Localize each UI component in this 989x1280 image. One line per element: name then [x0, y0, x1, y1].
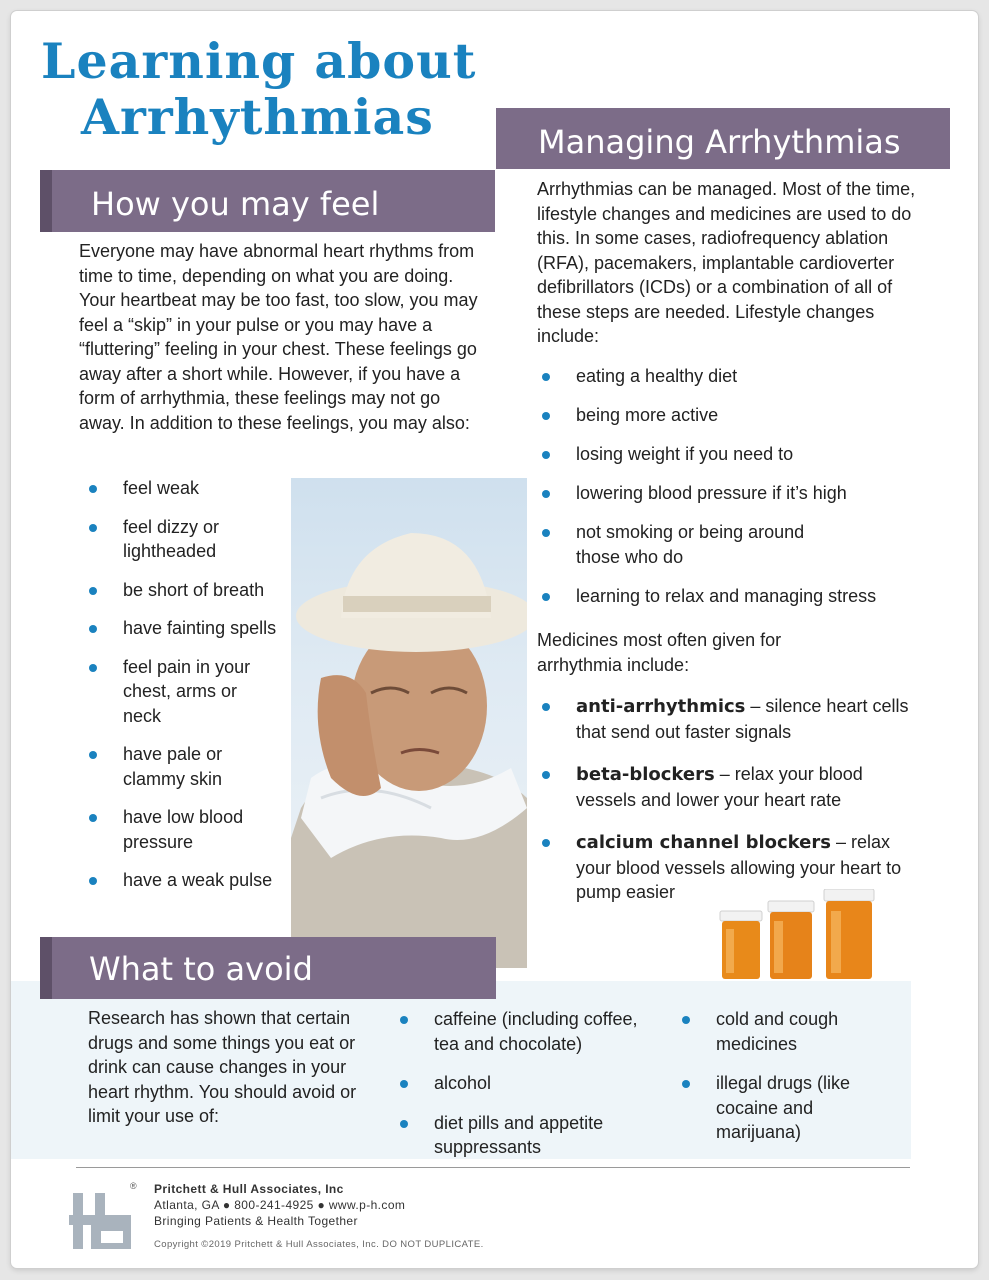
managing-heading-band — [496, 108, 950, 169]
list-item: have a weak pulse — [86, 868, 296, 893]
ph-logo-icon — [69, 1185, 139, 1251]
bullet-dot-icon — [89, 587, 97, 595]
footer-company: Pritchett & Hull Associates, Inc — [154, 1182, 344, 1196]
pill-bottles-illustration — [716, 889, 891, 981]
page-title — [41, 33, 476, 145]
bullet-dot-icon — [89, 664, 97, 672]
feel-heading: How you may feel — [91, 185, 380, 223]
list-item: have fainting spells — [86, 616, 296, 641]
patient-photo — [291, 478, 527, 968]
registered-mark: ® — [130, 1181, 137, 1191]
list-item: losing weight if you need to — [539, 442, 919, 467]
list-item: have low blood pressure — [86, 805, 263, 854]
list-item: calcium channel blockers – relax your blood vessels allowing your heart to pump easier — [539, 830, 914, 905]
handout-page — [11, 11, 978, 1268]
bullet-dot-icon — [542, 373, 550, 381]
medicine-term: calcium channel blockers — [576, 832, 831, 853]
title-line-1: Learning about — [41, 32, 477, 90]
avoid-intro: Research has shown that certain drugs and some things you eat or drink can cause changes in your heart rhythm. You should avoid or limit your use of: — [88, 1008, 357, 1126]
list-item: illegal drugs (like cocaine and marijuana) — [679, 1071, 866, 1145]
list-item: cold and cough medicines — [679, 1007, 859, 1056]
footer-tagline: Bringing Patients & Health Together — [154, 1214, 358, 1228]
list-item: feel pain in your chest, arms or neck — [86, 655, 273, 729]
bullet-dot-icon — [542, 703, 550, 711]
footer-copyright: Copyright ©2019 Pritchett & Hull Associates, Inc. DO NOT DUPLICATE. — [154, 1239, 484, 1250]
footer-divider — [76, 1167, 910, 1168]
bullet-dot-icon — [542, 529, 550, 537]
bullet-dot-icon — [89, 877, 97, 885]
medicines-intro: Medicines most often given for arrhythmia include: — [537, 630, 782, 675]
bullet-dot-icon — [89, 485, 97, 493]
bullet-dot-icon — [400, 1016, 408, 1024]
list-item: have pale or clammy skin — [86, 742, 263, 791]
medicine-term: beta-blockers — [576, 764, 715, 785]
bullet-dot-icon — [542, 771, 550, 779]
managing-intro: Arrhythmias can be managed. Most of the time, lifestyle changes and medicines are used to do this. In some cases, radiofrequency ablation (RFA), pacemakers, implantable cardioverter defibrillators (ICDs) or a combination of all of these steps are needed. Lifestyle changes include: — [537, 179, 916, 346]
list-item: beta-blockers – relax your blood vessels and lower your heart rate — [539, 762, 881, 812]
list-item: learning to relax and managing stress — [539, 584, 919, 609]
avoid-list-2 — [679, 1007, 859, 1145]
patient-illustration — [291, 478, 527, 968]
avoid-heading: What to avoid — [89, 950, 313, 988]
list-item: feel dizzy or lightheaded — [86, 515, 233, 564]
list-item: diet pills and appetite suppressants — [397, 1111, 659, 1160]
list-item: caffeine (including coffee, tea and chocolate) — [397, 1007, 659, 1056]
feel-symptom-list — [86, 476, 296, 893]
list-item: being more active — [539, 403, 919, 428]
feel-heading-band — [40, 170, 495, 232]
list-item: eating a healthy diet — [539, 364, 919, 389]
medicines-list — [539, 694, 914, 905]
list-item: anti-arrhythmics – silence heart cells that send out faster signals — [539, 694, 914, 744]
avoid-heading-band — [40, 937, 496, 999]
avoid-list-1 — [397, 1007, 659, 1160]
list-item: feel weak — [86, 476, 296, 501]
bullet-dot-icon — [89, 814, 97, 822]
bullet-dot-icon — [542, 839, 550, 847]
bullet-dot-icon — [682, 1080, 690, 1088]
managing-heading: Managing Arrhythmias — [538, 123, 901, 161]
list-item: not smoking or being around those who do — [539, 520, 836, 569]
bullet-dot-icon — [682, 1016, 690, 1024]
bullet-dot-icon — [89, 625, 97, 633]
list-item: be short of breath — [86, 578, 296, 603]
bullet-dot-icon — [89, 524, 97, 532]
list-item: lowering blood pressure if it’s high — [539, 481, 919, 506]
bullet-dot-icon — [542, 451, 550, 459]
footer-contact: Atlanta, GA ● 800-241-4925 ● www.p-h.com — [154, 1198, 406, 1212]
list-item: alcohol — [397, 1071, 659, 1096]
feel-intro: Everyone may have abnormal heart rhythms from time to time, depending on what you are doing. Your heartbeat may be too fast, too slow, you may feel a “skip” in your pulse or you may have a “fluttering” feeling in your chest. These feelings go away after a short while. However, if you have a form of arrhythmia, these feelings may not go away. In addition to these feelings, you may also: — [79, 241, 478, 433]
bullet-dot-icon — [400, 1120, 408, 1128]
bullet-dot-icon — [542, 412, 550, 420]
bullet-dot-icon — [89, 751, 97, 759]
bullet-dot-icon — [542, 593, 550, 601]
bullet-dot-icon — [542, 490, 550, 498]
title-line-2: Arrhythmias — [81, 88, 434, 146]
lifestyle-list — [539, 364, 919, 608]
bullet-dot-icon — [400, 1080, 408, 1088]
medicine-term: anti-arrhythmics — [576, 696, 746, 717]
